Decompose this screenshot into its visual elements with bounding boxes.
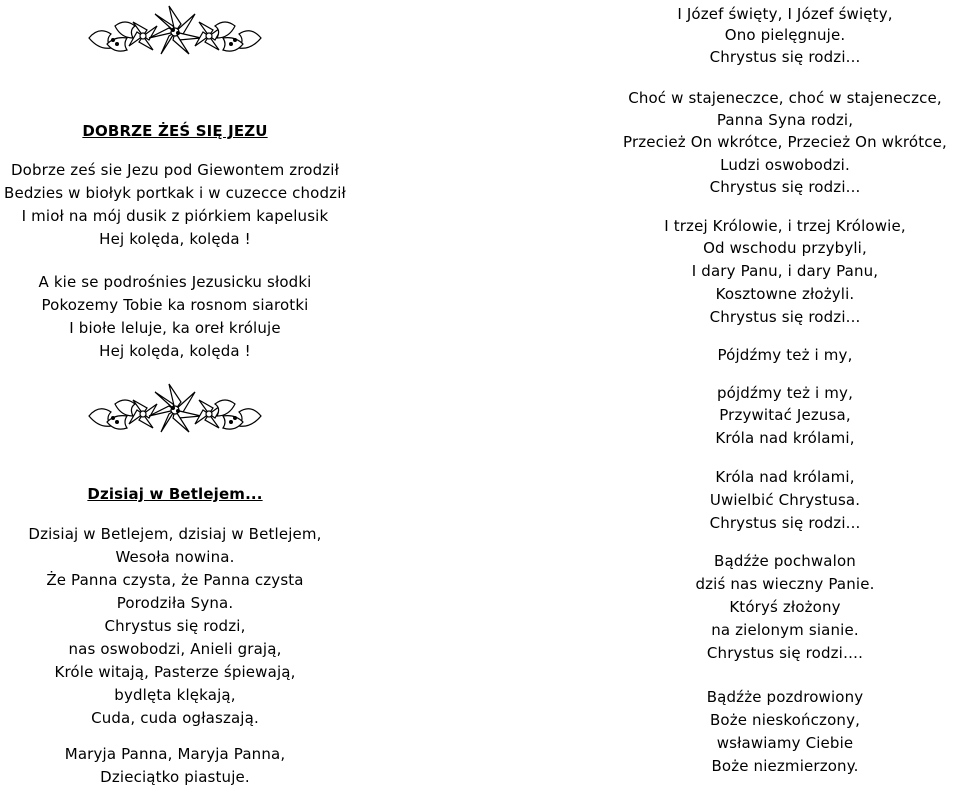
lyric-line: Ono pielęgnuje.: [724, 26, 846, 44]
lyric-line: bydlęta klękają,: [114, 686, 236, 704]
lyric-line: Króle witają, Pasterze śpiewają,: [54, 663, 296, 681]
lyric-line: nas oswobodzi, Anieli grają,: [68, 640, 282, 658]
lyric-line: na zielonym sianie.: [711, 621, 859, 639]
lyric-line: Że Panna czysta, że Panna czysta: [46, 571, 304, 589]
lyric-line: I dary Panu, i dary Panu,: [691, 262, 879, 280]
lyric-line: Chrystus się rodzi...: [709, 48, 861, 66]
lyric-line: Chrystus się rodzi...: [709, 178, 861, 196]
lyric-line: Któryś złożony: [729, 598, 841, 616]
lyric-line: Pójdźmy też i my,: [717, 346, 853, 364]
lyric-line: Dzisiaj w Betlejem, dzisiaj w Betlejem,: [28, 525, 322, 543]
lyric-line: Chrystus się rodzi...: [709, 308, 861, 326]
lyric-line: Wesoła nowina.: [115, 548, 235, 566]
lyric-line: Ludzi oswobodzi.: [720, 156, 850, 174]
lyric-line: I biołe leluje, ka oreł króluje: [69, 319, 281, 337]
lyric-line: Choć w stajeneczce, choć w stajeneczce,: [628, 89, 942, 107]
lyric-line: pójdźmy też i my,: [716, 384, 853, 402]
lyric-line: dziś nas wieczny Panie.: [695, 575, 875, 593]
lyric-line: Porodziła Syna.: [116, 594, 234, 612]
lyric-line: wsławiamy Ciebie: [716, 734, 854, 752]
lyric-line: Od wschodu przybyli,: [703, 239, 867, 257]
lyric-line: Maryja Panna, Maryja Panna,: [64, 745, 286, 763]
lyric-line: Pokozemy Tobie ka rosnom siarotki: [41, 296, 309, 314]
lyric-line: Bądźże pochwalon: [714, 552, 856, 570]
lyric-line: Przywitać Jezusa,: [719, 406, 851, 424]
lyric-line: Hej kolęda, kolęda !: [99, 342, 251, 360]
lyric-line: Panna Syna rodzi,: [716, 111, 854, 129]
poinsettia-garland-ornament: [85, 4, 265, 66]
lyric-line: I trzej Królowie, i trzej Królowie,: [664, 217, 906, 235]
poinsettia-garland-ornament-2: [85, 382, 265, 444]
lyric-line: Króla nad królami,: [715, 429, 855, 447]
lyric-line: Boże nieskończony,: [709, 711, 861, 729]
lyric-line: Dzieciątko piastuje.: [100, 768, 250, 786]
lyric-line: Króla nad królami,: [715, 468, 855, 486]
song-title-dzisiaj-w-betlejem: Dzisiaj w Betlejem...: [87, 485, 263, 503]
lyric-line: I mioł na mój dusik z piórkiem kapelusik: [21, 207, 329, 225]
lyric-line: Przecież On wkrótce, Przecież On wkrótce,: [623, 133, 947, 151]
lyric-line: Uwielbić Chrystusa.: [709, 491, 861, 509]
song-title-dobrze-zes: DOBRZE ŻEŚ SIĘ JEZU: [82, 122, 268, 140]
lyric-line: Chrystus się rodzi….: [706, 644, 864, 662]
lyric-line: Kosztowne złożyli.: [715, 285, 855, 303]
lyric-line: Bedzies w biołyk portkak i w cuzecce chodził: [4, 184, 346, 202]
lyric-line: Boże niezmierzony.: [711, 757, 859, 775]
lyric-line: Cuda, cuda ogłaszają.: [91, 709, 259, 727]
lyric-line: A kie se podrośnies Jezusicku słodki: [38, 273, 312, 291]
lyric-line: Chrystus się rodzi,: [104, 617, 246, 635]
lyric-line: Bądźże pozdrowiony: [706, 688, 864, 706]
lyric-line: I Józef święty, I Józef święty,: [677, 5, 893, 23]
lyric-line: Hej kolęda, kolęda !: [99, 230, 251, 248]
lyric-line: Dobrze ześ sie Jezu pod Giewontem zrodził: [10, 161, 340, 179]
lyric-line: Chrystus się rodzi...: [709, 514, 861, 532]
